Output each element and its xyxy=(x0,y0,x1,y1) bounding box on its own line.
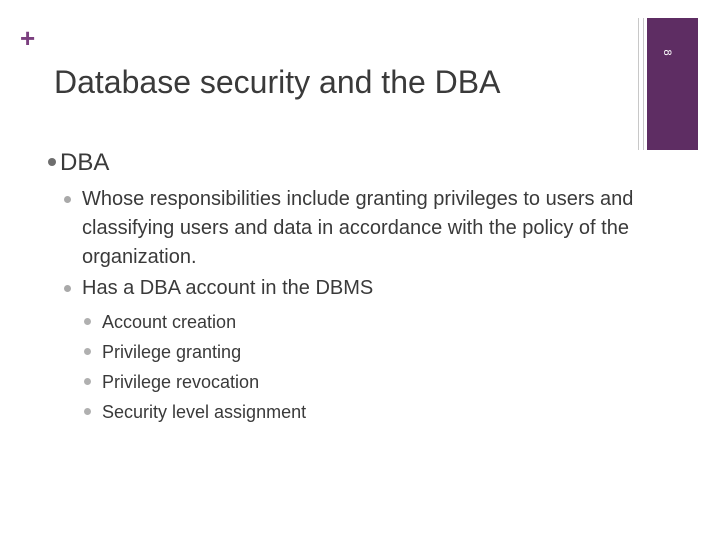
bullet-label: DBA xyxy=(60,149,110,176)
bullet-dot-icon xyxy=(84,408,91,415)
list-item xyxy=(84,397,644,427)
slide-number: 8 xyxy=(661,49,673,56)
list-item-text: Privilege revocation xyxy=(102,372,260,392)
plus-icon: + xyxy=(20,23,36,53)
list-item xyxy=(84,337,644,367)
bullet-dot-icon xyxy=(84,378,91,385)
bullet-dot-icon xyxy=(64,196,71,203)
accent-divider xyxy=(638,18,644,150)
list-item-text: Account creation xyxy=(102,312,237,332)
bullet-dba xyxy=(48,148,109,178)
bullet-dot-icon xyxy=(48,158,56,166)
sub-bullet-account xyxy=(64,274,644,303)
sub-bullet-text: Has a DBA account in the DBMS xyxy=(82,277,374,299)
list-item-text: Security level assignment xyxy=(102,402,307,422)
bullet-dot-icon xyxy=(84,348,91,355)
list-item xyxy=(84,307,644,337)
sub-bullet-list xyxy=(64,185,644,427)
list-item xyxy=(84,367,644,397)
sub-sub-bullet-list xyxy=(84,307,644,427)
bullet-dot-icon xyxy=(64,285,71,292)
sub-bullet-text: Whose responsibilities include granting privileges to users and classifying users and data in accordance with the policy of the organization. xyxy=(82,188,634,268)
slide-title: Database security and the DBA xyxy=(54,64,501,100)
bullet-dot-icon xyxy=(84,318,91,325)
sub-bullet-responsibilities xyxy=(64,185,644,272)
list-item-text: Privilege granting xyxy=(102,342,242,362)
